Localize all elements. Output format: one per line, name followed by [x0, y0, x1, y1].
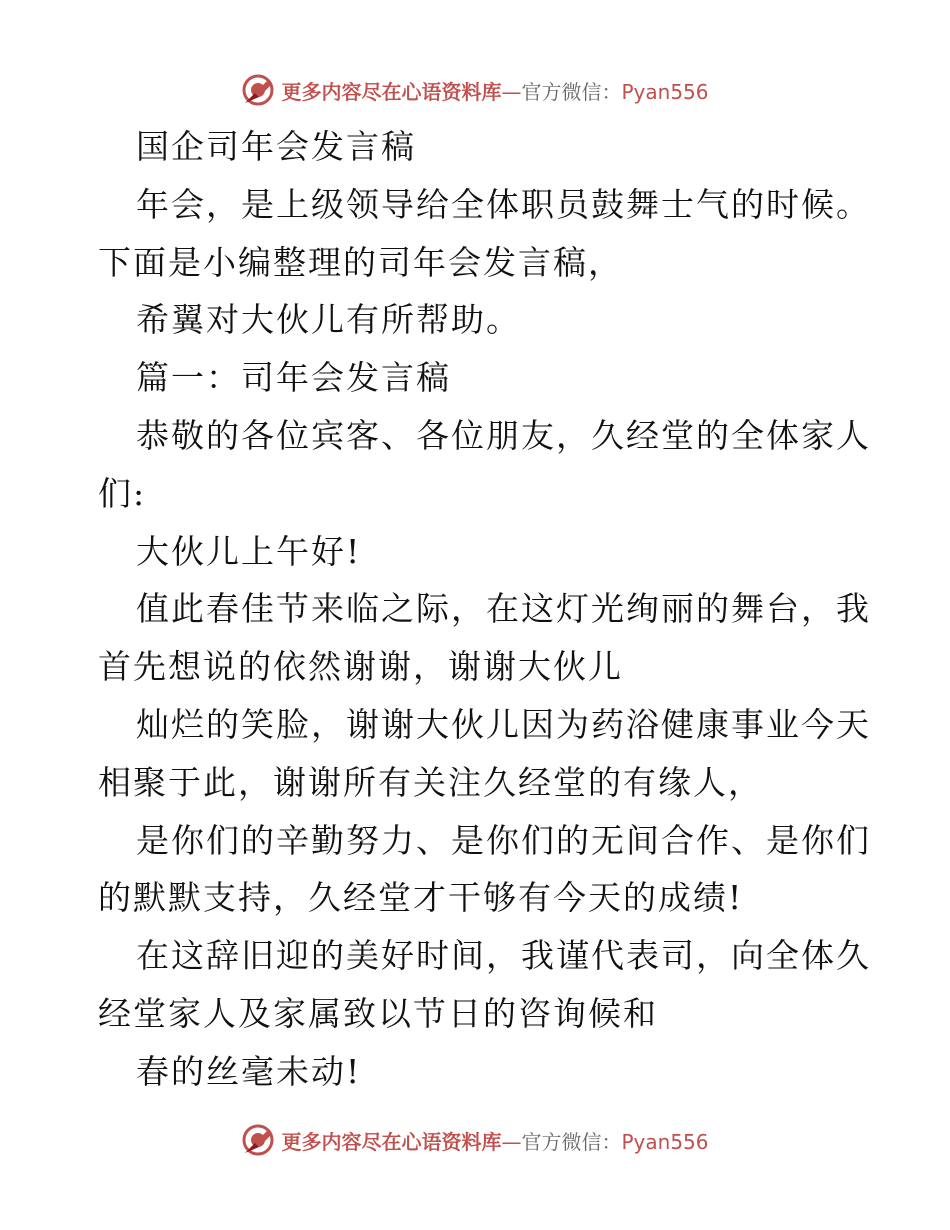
body-text-line: 是你们的辛勤努力、是你们的无间合作、是你们	[136, 820, 871, 860]
body-text-line: 的默默支持，久经堂才干够有今天的成绩!	[98, 878, 744, 918]
document-body	[98, 118, 871, 1101]
body-text-line: 希翼对大伙儿有所帮助。	[136, 300, 521, 340]
footer-wechat-label: 官方微信：	[521, 1129, 622, 1154]
footer-banner	[0, 1120, 950, 1160]
footer-brand: 更多内容尽在心语资料库	[281, 1129, 502, 1154]
header-brand: 更多内容尽在心语资料库	[281, 79, 502, 104]
body-text-line: 春的丝毫未动!	[136, 1051, 362, 1091]
body-text-line: 们:	[98, 473, 147, 513]
header-banner-text	[281, 76, 708, 105]
body-text-line: 篇一：司年会发言稿	[136, 358, 451, 398]
footer-wechat-id: Pyan556	[621, 1129, 709, 1154]
body-text-line: 下面是小编整理的司年会发言稿，	[98, 242, 623, 282]
header-wechat-id: Pyan556	[621, 79, 709, 104]
body-text-line: 经堂家人及家属致以节日的咨询候和	[98, 993, 658, 1033]
header-banner	[0, 70, 950, 110]
body-text-line: 国企司年会发言稿	[136, 127, 416, 166]
body-text-line: 值此春佳节来临之际，在这灯光绚丽的舞台，我	[136, 589, 871, 629]
body-text-line: 首先想说的依然谢谢，谢谢大伙儿	[98, 647, 623, 687]
body-text-line: 灿烂的笑脸，谢谢大伙儿因为药浴健康事业今天	[136, 704, 871, 744]
header-separator: —	[501, 79, 522, 104]
footer-separator: —	[501, 1129, 522, 1154]
footer-banner-text	[281, 1126, 708, 1155]
body-text-line: 大伙儿上午好!	[136, 531, 362, 571]
body-text-line: 相聚于此，谢谢所有关注久经堂的有缘人，	[98, 762, 763, 802]
body-text-line: 年会，是上级领导给全体职员鼓舞士气的时候。	[136, 184, 871, 224]
pen-logo-icon	[241, 73, 275, 107]
header-wechat-label: 官方微信：	[521, 79, 622, 104]
body-text-line: 恭敬的各位宾客、各位朋友，久经堂的全体家人	[136, 415, 871, 455]
pen-logo-icon	[241, 1123, 275, 1157]
body-text-line: 在这辞旧迎的美好时间，我谨代表司，向全体久	[136, 936, 871, 976]
